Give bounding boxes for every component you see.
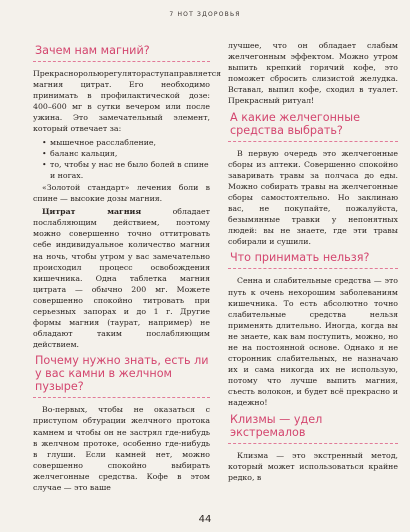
- page-number: 44: [198, 514, 212, 525]
- right-column: [228, 40, 398, 485]
- bullet-list: [33, 137, 210, 181]
- list-item: • баланс кальция,: [42, 148, 210, 159]
- section-heading-enemas: Клизмы — удел экстремалов: [228, 413, 398, 444]
- paragraph: «Золотой стандарт» лечения боли в спине — высокие дозы магния.: [33, 182, 210, 204]
- paragraph: Прекраснорольюрегулятораступаправляется магния цитрат. Его необходимо принимать в профилактической дозе: 400–600 мг в сутки вечером или после ужина. Это замечательный элемент, который отвечает за:: [33, 69, 222, 134]
- paragraph: [33, 206, 210, 350]
- left-column: [33, 40, 222, 495]
- section-heading-magnesium: Зачем нам магний?: [33, 44, 210, 62]
- paragraph-text: обладает послабляющим действием, поэтому можно совершенно точно оттитровать себе индивидуальное количество магния на ночь, чтобы утром у вас замечательно происходил процесс освобождения кишечника. Одна таблетка магния цитрата — обычно 200 мг. Можете совершенно спокойно титровать при серьезных запорах и до 1 г. Другие формы магния (таурат, например) не обладают таким послабляющим действием.: [33, 207, 210, 350]
- list-item: • то, чтобы у нас не было болей в спине и ногах.: [42, 159, 210, 181]
- paragraph: Клизма — это экстренный метод, который может использоваться крайне редко, в: [228, 450, 398, 482]
- paragraph: Сенна и слабительные средства — это путь к очень нехорошим заболеваниям кишечника. То есть абсолютно точно слабительные средства нельзя применять длительно. Иногда, когда вы не знаете, как вам поступить, можно, но не на постоянной основе. Однако я не сторонник слабительных, не назначаю их и сама никогда их не использую, потому что лучше выпить магния, съесть волокон, и будет всё прекрасно и надежно!: [228, 276, 398, 408]
- running-head: 7 НОТ ЗДОРОВЬЯ: [169, 11, 241, 18]
- section-heading-choleretic: А какие желчегонные средства выбрать?: [228, 111, 398, 142]
- list-item: • мышечное расслабление,: [42, 137, 210, 148]
- section-heading-forbidden: Что принимать нельзя?: [228, 251, 398, 269]
- bold-term: Цитрат магния: [42, 207, 142, 217]
- paragraph: В первую очередь это желчегонные сборы из аптеки. Совершенно спокойно заваривать травы за полчаса до еды. Можно собирать травы на желчегонные сборы самостоятельно. Но заклинаю вас, не покупайте, пожалуйста, безымянные травки у непонятных людей: вы не знаете, где эти травы собирали и сушили.: [228, 148, 398, 247]
- paragraph: Во-первых, чтобы не оказаться с приступом обтурации желчного протока камнем и чтобы он не застрял где-нибудь в желчном протоке, особенно где-нибудь в глуши. Если камней нет, можно совершенно спокойно выбирать желчегонные средства. Кофе в этом случае — это ваше: [33, 405, 210, 492]
- paragraph: лучшее, что он обладает слабым желчегонным эффектом. Можно утром выпить крепкий горячий кофе, это поможет сбросить слизистой желудка. Вставал, выпил кофе, сходил в туалет. Прекрасный ритуал!: [228, 41, 398, 106]
- section-heading-gallstones: Почему нужно знать, есть ли у вас камни в желчном пузыре?: [33, 354, 210, 398]
